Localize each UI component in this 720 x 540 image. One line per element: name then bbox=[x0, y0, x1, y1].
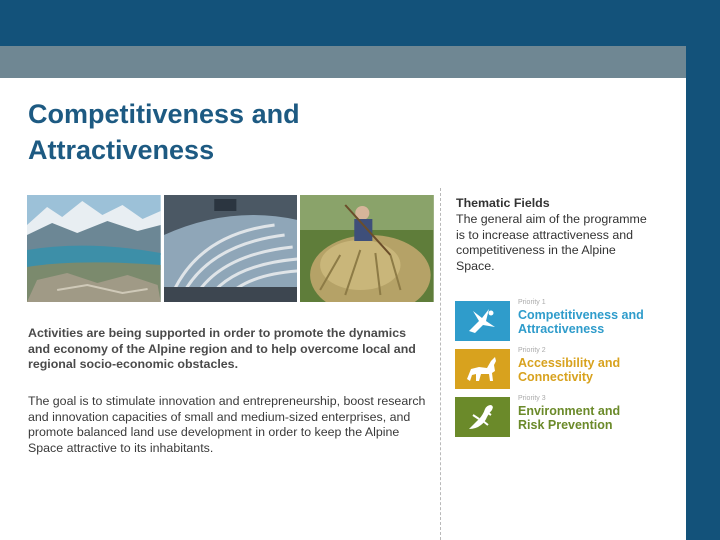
priority-2-title-line-1: Accessibility and bbox=[518, 356, 621, 370]
priority-1-title-line-1: Competitiveness and bbox=[518, 308, 644, 322]
title-line-1: Competitiveness and bbox=[28, 99, 300, 129]
priority-2-title bbox=[518, 357, 658, 384]
photo-strip bbox=[27, 195, 434, 302]
title-line-2: Attractiveness bbox=[28, 135, 215, 165]
alpine-lake-city-photo bbox=[27, 195, 161, 302]
slide-title bbox=[28, 96, 300, 168]
thematic-fields-heading: Thematic Fields bbox=[456, 196, 550, 210]
priority-2-title-line-2: Connectivity bbox=[518, 369, 594, 384]
priority-3-logo bbox=[455, 397, 655, 437]
priority-1-title bbox=[518, 309, 658, 336]
priority-3-title-line-1: Environment and bbox=[518, 404, 621, 418]
priority-2-logo bbox=[455, 349, 655, 389]
top-blue-band bbox=[0, 0, 720, 46]
chamois-icon bbox=[455, 349, 510, 389]
priority-1-title-line-2: Attractiveness bbox=[518, 321, 605, 336]
priority-2-label: Priority 2 bbox=[518, 347, 546, 354]
goal-paragraph: The goal is to stimulate innovation and entrepreneurship, boost research and innovation capacities of small and medium-sized enterprises, and promote balanced land use development in order to keep the Alpine Space attractive to its inhabitants. bbox=[28, 394, 426, 455]
bird-icon bbox=[455, 301, 510, 341]
priority-1-logo bbox=[455, 301, 655, 341]
thematic-fields-text: The general aim of the programme is to increase attractiveness and competitiveness in the Alpine Space. bbox=[456, 212, 647, 273]
priority-3-label: Priority 3 bbox=[518, 395, 546, 402]
railway-station-roof-photo bbox=[164, 195, 298, 302]
priority-3-title-line-2: Risk Prevention bbox=[518, 417, 613, 432]
priority-3-title bbox=[518, 405, 658, 432]
vertical-dashed-divider bbox=[440, 188, 441, 540]
intro-paragraph: Activities are being supported in order to promote the dynamics and economy of the Alpine region and to help overcome local and regional socio-economic obstacles. bbox=[28, 326, 416, 371]
right-blue-strip bbox=[686, 0, 720, 540]
priority-1-label: Priority 1 bbox=[518, 299, 546, 306]
farmer-with-hay-photo bbox=[300, 195, 434, 302]
lizard-icon bbox=[455, 397, 510, 437]
